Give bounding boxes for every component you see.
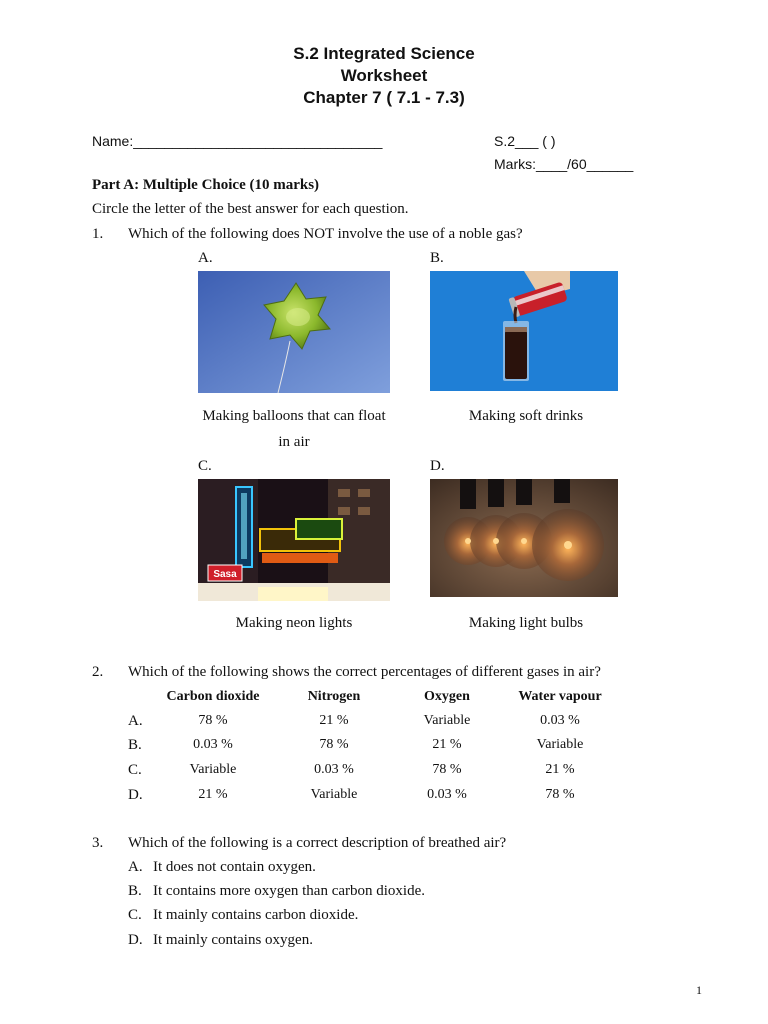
q1-option-c-letter[interactable]: C. xyxy=(198,458,212,474)
name-field[interactable]: Name:________________________________ xyxy=(92,133,383,149)
table-cell: Variable xyxy=(423,713,471,728)
q3-option-d-text: It mainly contains oxygen. xyxy=(153,932,313,948)
q1-option-b-letter[interactable]: B. xyxy=(430,250,444,266)
q1-option-a-caption: Making balloons that can float xyxy=(202,408,386,424)
table-cell: 21 % xyxy=(198,787,228,802)
chapter-title: Chapter 7 ( 7.1 - 7.3) xyxy=(303,88,465,107)
q2-option-b-letter[interactable]: B. xyxy=(128,737,142,753)
q3-option-a-letter[interactable]: A. xyxy=(128,859,143,875)
question-2-number: 2. xyxy=(92,664,104,680)
table-cell: Variable xyxy=(310,787,358,802)
table-cell: 78 % xyxy=(319,737,349,752)
table-cell: 21 % xyxy=(432,737,462,752)
table-cell: 0.03 % xyxy=(314,762,354,777)
q3-option-d-letter[interactable]: D. xyxy=(128,932,143,948)
q3-option-a-text: It does not contain oxygen. xyxy=(153,859,316,875)
light-bulbs-photo xyxy=(430,479,618,597)
q3-option-b-letter[interactable]: B. xyxy=(128,883,142,899)
class-field[interactable]: S.2___ ( ) xyxy=(494,133,556,149)
table-cell: 0.03 % xyxy=(540,713,580,728)
table-cell: 0.03 % xyxy=(193,737,233,752)
q1-option-a-caption-line2: in air xyxy=(278,434,310,450)
table-header: Nitrogen xyxy=(307,689,361,704)
neon-lights-photo xyxy=(198,479,390,601)
table-cell: 78 % xyxy=(198,713,228,728)
worksheet-title: S.2 Integrated Science xyxy=(293,44,475,63)
question-3-text: Which of the following is a correct description of breathed air? xyxy=(128,835,507,851)
q2-option-d-letter[interactable]: D. xyxy=(128,787,143,803)
question-2-text: Which of the following shows the correct percentages of different gases in air? xyxy=(128,664,601,680)
table-header: Oxygen xyxy=(424,689,470,704)
q3-option-b-text: It contains more oxygen than carbon dioxide. xyxy=(153,883,426,899)
question-1-number: 1. xyxy=(92,226,104,242)
table-cell: 21 % xyxy=(319,713,349,728)
q2-option-c-letter[interactable]: C. xyxy=(128,762,142,778)
balloon-photo xyxy=(198,271,390,393)
marks-field[interactable]: Marks:____/60______ xyxy=(494,156,634,172)
soft-drink-photo xyxy=(430,271,618,391)
table-cell: 21 % xyxy=(545,762,575,777)
page-number: 1 xyxy=(696,983,702,997)
q3-option-c-text: It mainly contains carbon dioxide. xyxy=(153,907,359,923)
table-cell: Variable xyxy=(189,762,237,777)
table-cell: 78 % xyxy=(545,787,575,802)
table-cell: 78 % xyxy=(432,762,462,777)
question-3-number: 3. xyxy=(92,835,104,851)
q1-option-c-caption: Making neon lights xyxy=(235,615,353,631)
table-header: Water vapour xyxy=(518,689,602,704)
worksheet-subtitle: Worksheet xyxy=(340,66,428,85)
table-cell: 0.03 % xyxy=(427,787,467,802)
table-header: Carbon dioxide xyxy=(166,689,260,704)
q2-option-a-letter[interactable]: A. xyxy=(128,713,143,729)
q3-option-c-letter[interactable]: C. xyxy=(128,907,142,923)
q1-option-d-letter[interactable]: D. xyxy=(430,458,445,474)
q1-option-a-letter[interactable]: A. xyxy=(198,250,213,266)
q1-option-d-caption: Making light bulbs xyxy=(468,615,584,631)
neon-sign-text: Sasa xyxy=(213,569,237,580)
part-a-heading: Part A: Multiple Choice (10 marks) xyxy=(92,177,320,193)
question-1-text: Which of the following does NOT involve the use of a noble gas? xyxy=(128,226,523,242)
part-a-instruction: Circle the letter of the best answer for each question. xyxy=(92,201,409,217)
q1-option-b-caption: Making soft drinks xyxy=(468,408,584,424)
table-cell: Variable xyxy=(536,737,584,752)
